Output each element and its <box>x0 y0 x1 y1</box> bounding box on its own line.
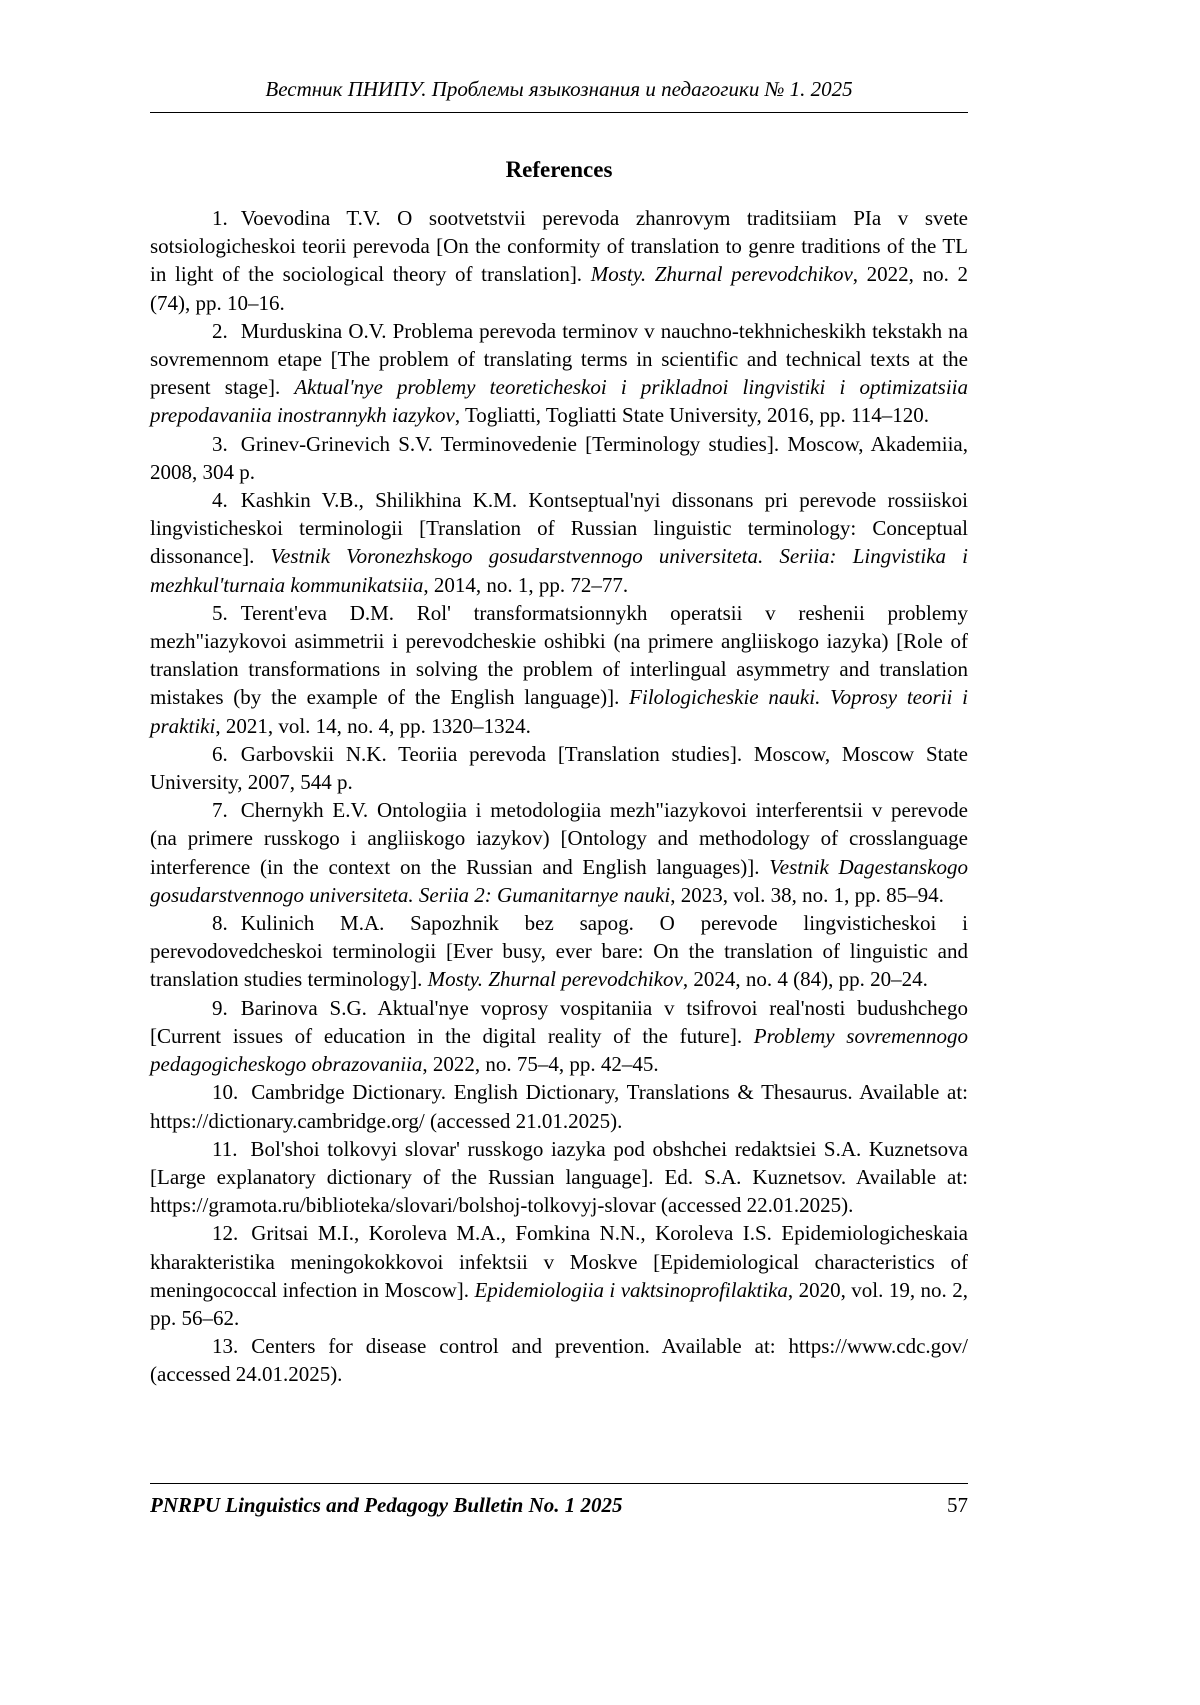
reference-text: Voevodina T.V. O sootvetstvii perevoda zhanrovym traditsiiam PIa v svete sotsiologicheskoi teorii perevoda [On the conformity of translation to genre traditions of the TL in light of the sociological theory of translation]. <box>150 206 968 287</box>
reference-text: Barinova S.G. Aktual'nye voprosy vospitaniia v tsifrovoi real'nosti budushchego [Current issues of education in the digital reality of the future]. <box>150 995 968 1048</box>
reference-item <box>150 909 968 994</box>
reference-text: Terent'eva D.M. Rol' transformatsionnykh operatsii v reshenii problemy mezh"iazykovoi asimmetrii i perevodcheskie oshibki (na primere angliiskogo iazyka) [Role of translation transformations in solving the problem of interlingual asymmetry and translation mistakes (by the example of the English language)]. <box>150 600 968 710</box>
reference-text: Chernykh E.V. Ontologiia i metodologiia mezh"iazykovoi interferentsii v perevode (na primere russkogo i angliiskogo iazykov) [Ontology and methodology of crosslanguage interference (in the context on the Russian and English languages)]. <box>150 798 968 879</box>
reference-item <box>150 204 968 317</box>
reference-source-title: Vestnik Voronezhskogo gosudarstvennogo universiteta. Seriia: Lingvistika i mezhkul'turnaia kommunikatsiia <box>150 544 969 597</box>
section-title: References <box>505 157 613 182</box>
reference-text: Murduskina O.V. Problema perevoda terminov v nauchno-tekhnicheskikh tekstakh na sovremennom etape [The problem of translating terms in scientific and technical texts at the present stage]. <box>150 318 968 400</box>
reference-item <box>150 430 968 486</box>
reference-text: , 2022, no. 2 (74), pp. 10–16. <box>150 262 968 315</box>
reference-source-title: Vestnik Dagestanskogo gosudarstvennogo universiteta. Seriia 2: Gumanitarnye nauki <box>150 854 968 907</box>
reference-number: 4. <box>212 488 228 513</box>
reference-item <box>150 740 968 796</box>
reference-number: 6. <box>212 741 228 766</box>
reference-number: 3. <box>212 431 228 456</box>
reference-item <box>150 796 968 909</box>
reference-text: Bol'shoi tolkovyi slovar' russkogo iazyka pod obshchei redaktsiei S.A. Kuznetsova [Large explanatory dictionary of the Russian language]. Ed. S.A. Kuznetsov. Available at: https://gramota.ru/biblioteka/slovari/bolshoj-tolkovyj-slovar (accessed 22.01.2025). <box>150 1136 968 1218</box>
reference-number: 12. <box>212 1221 239 1246</box>
footer-rule <box>150 1483 968 1484</box>
reference-source-title: Aktual'nye problemy teoreticheskoi i prikladnoi lingvistiki i optimizatsiia prepodavaniia inostrannykh iazykov <box>150 375 968 428</box>
reference-number: 9. <box>212 995 228 1020</box>
reference-number: 7. <box>212 798 228 823</box>
reference-item <box>150 1219 968 1332</box>
reference-item <box>150 486 968 599</box>
reference-text: , 2023, vol. 38, no. 1, pp. 85–94. <box>670 882 944 907</box>
reference-number: 2. <box>212 318 228 343</box>
page-number: 57 <box>947 1493 968 1517</box>
running-head: Вестник ПНИПУ. Проблемы языкознания и педагогики № 1. 2025 <box>265 77 853 101</box>
reference-source-title: Problemy sovremennogo pedagogicheskogo obrazovaniia <box>150 1023 968 1077</box>
reference-number: 11. <box>212 1136 238 1161</box>
reference-source-title: Epidemiologiia i vaktsinoprofilaktika <box>474 1277 788 1302</box>
reference-item <box>150 1078 968 1134</box>
reference-item <box>150 1135 968 1220</box>
reference-item <box>150 599 968 740</box>
reference-item <box>150 317 968 430</box>
header-rule <box>150 112 968 113</box>
reference-text: Kulinich M.A. Sapozhnik bez sapog. O perevode lingvisticheskoi i perevodovedcheskoi terminologii [Ever busy, ever bare: On the translation of linguistic and translation studies terminology]. <box>150 911 968 992</box>
reference-item <box>150 994 968 1079</box>
reference-text: , 2020, vol. 19, no. 2, pp. 56–62. <box>150 1277 968 1330</box>
reference-number: 1. <box>212 206 228 230</box>
reference-number: 13. <box>212 1334 239 1359</box>
footer-journal-title: PNRPU Linguistics and Pedagogy Bulletin No. 1 2025 <box>150 1493 623 1517</box>
reference-number: 5. <box>212 600 228 625</box>
page-footer <box>150 1492 968 1518</box>
reference-text: Grinev-Grinevich S.V. Terminovedenie [Terminology studies]. Moscow, Akademiia, 2008, 304 p. <box>150 431 968 484</box>
reference-number: 8. <box>212 911 228 936</box>
reference-item <box>150 1332 968 1388</box>
reference-text: , 2022, no. 75–4, pp. 42–45. <box>422 1052 659 1077</box>
references-list <box>150 204 968 1389</box>
reference-text: , 2021, vol. 14, no. 4, pp. 1320–1324. <box>215 713 531 738</box>
reference-text: , 2014, no. 1, pp. 72–77. <box>423 572 629 597</box>
reference-text: Garbovskii N.K. Teoriia perevoda [Translation studies]. Moscow, Moscow State University, 2007, 544 p. <box>150 741 968 795</box>
page-body <box>150 156 968 1389</box>
reference-text: , 2024, no. 4 (84), pp. 20–24. <box>682 967 928 992</box>
reference-number: 10. <box>212 1080 239 1105</box>
reference-source-title: Mosty. Zhurnal perevodchikov <box>427 967 683 992</box>
reference-text: Kashkin V.B., Shilikhina K.M. Kontseptual'nyi dissonans pri perevode rossiiskoi lingvisticheskoi terminologii [Translation of Russian linguistic terminology: Conceptual dissonance]. <box>150 488 968 569</box>
reference-source-title: Mosty. Zhurnal perevodchikov <box>590 262 853 287</box>
reference-source-title: Filologicheskie nauki. Voprosy teorii i praktiki <box>150 685 968 738</box>
reference-text: Centers for disease control and prevention. Available at: https://www.cdc.gov/ (accessed 24.01.2025). <box>150 1334 968 1387</box>
reference-text: Cambridge Dictionary. English Dictionary, Translations & Thesaurus. Available at: https://dictionary.cambridge.org/ (accessed 21.01.2025). <box>150 1080 968 1133</box>
reference-text: Gritsai M.I., Koroleva M.A., Fomkina N.N., Koroleva I.S. Epidemiologicheskaia kharakteristika meningokokkovoi infektsii v Moskve [Epidemiological characteristics of meningococcal infection in Moscow]. <box>150 1221 968 1302</box>
reference-text: , Togliatti, Togliatti State University, 2016, pp. 114–120. <box>454 403 930 428</box>
